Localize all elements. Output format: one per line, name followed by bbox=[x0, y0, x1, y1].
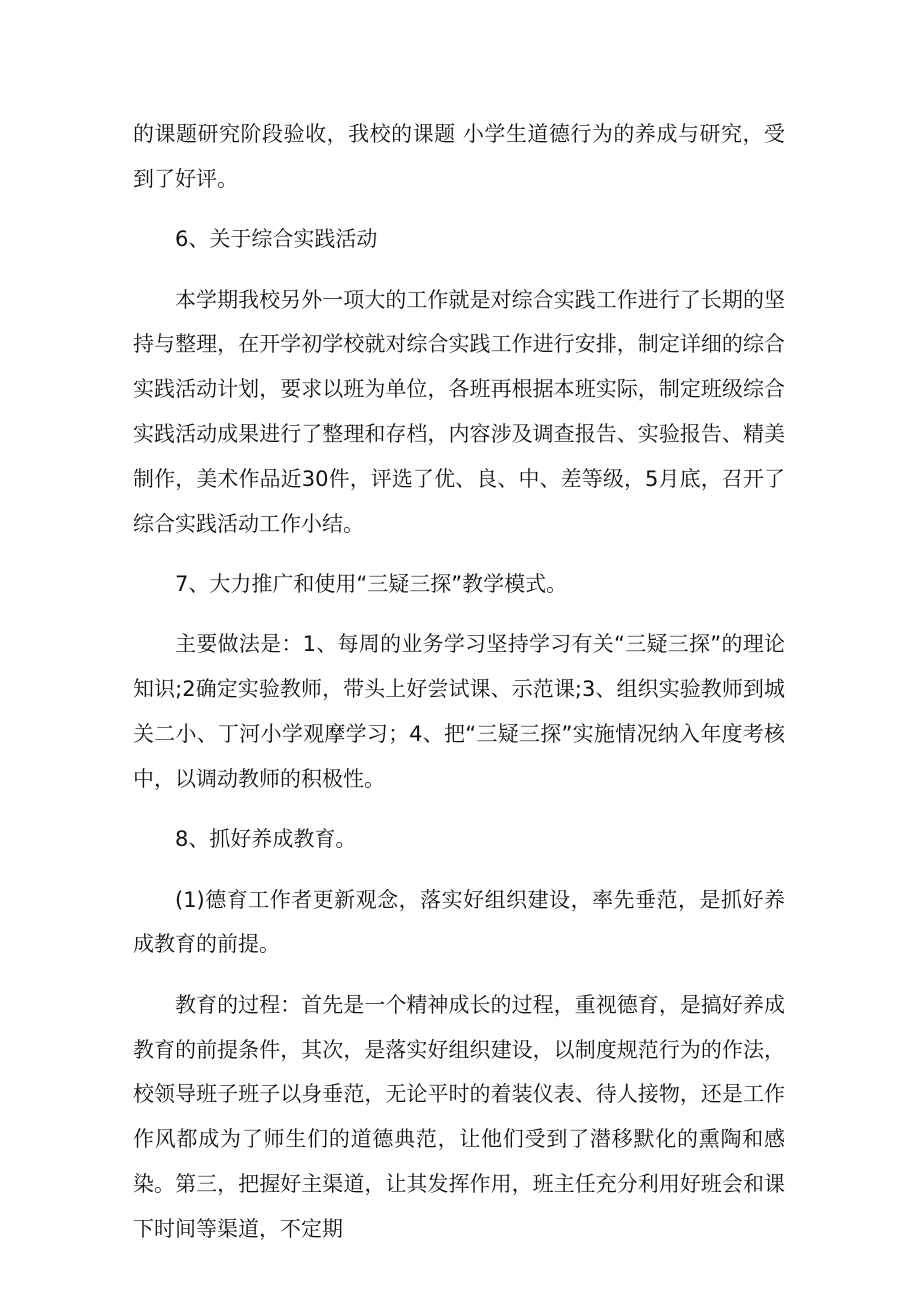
paragraph-continuation: 的课题研究阶段验收，我校的课题 小学生道德行为的养成与研究，受到了好评。 bbox=[133, 122, 785, 191]
section-heading-6: 6、关于综合实践活动 bbox=[175, 227, 378, 252]
section-heading-8: 8、抓好养成教育。 bbox=[175, 827, 357, 852]
paragraph: 教育的过程：首先是一个精神成长的过程，重视德育，是搞好养成教育的前提条件，其次，是落实好组织建设，以制度规范行为的作法，校领导班子班子以身垂范，无论平时的着装仪表、待人接物，还是工作作风都成为了师生们的道德典范，让他们受到了潜移默化的熏陶和感染。第三，把握好主渠道，让其发挥作用，班主任充分利用好班会和课下时间等渠道，不定期 bbox=[133, 992, 785, 1241]
paragraph: 主要做法是：1、每周的业务学习坚持学习有关“三疑三探”的理论知识;2确定实验教师，带头上好尝试课、示范课;3、组织实验教师到城关二小、丁河小学观摩学习；4、把“三疑三探”实施情况纳入年度考核中，以调动教师的积极性。 bbox=[133, 632, 785, 791]
section-heading-7: 7、大力推广和使用“三疑三探”教学模式。 bbox=[175, 571, 568, 596]
paragraph: 本学期我校另外一项大的工作就是对综合实践工作进行了长期的坚持与整理，在开学初学校就对综合实践工作进行安排，制定详细的综合实践活动计划，要求以班为单位，各班再根据本班实际，制定班级综合实践活动成果进行了整理和存档，内容涉及调查报告、实验报告、精美制作，美术作品近30件，评选了优、良、中、差等级，5月底，召开了综合实践活动工作小结。 bbox=[133, 287, 785, 536]
paragraph: (1)德育工作者更新观念，落实好组织建设，率先垂范，是抓好养成教育的前提。 bbox=[133, 887, 785, 957]
document-body bbox=[133, 112, 785, 1267]
